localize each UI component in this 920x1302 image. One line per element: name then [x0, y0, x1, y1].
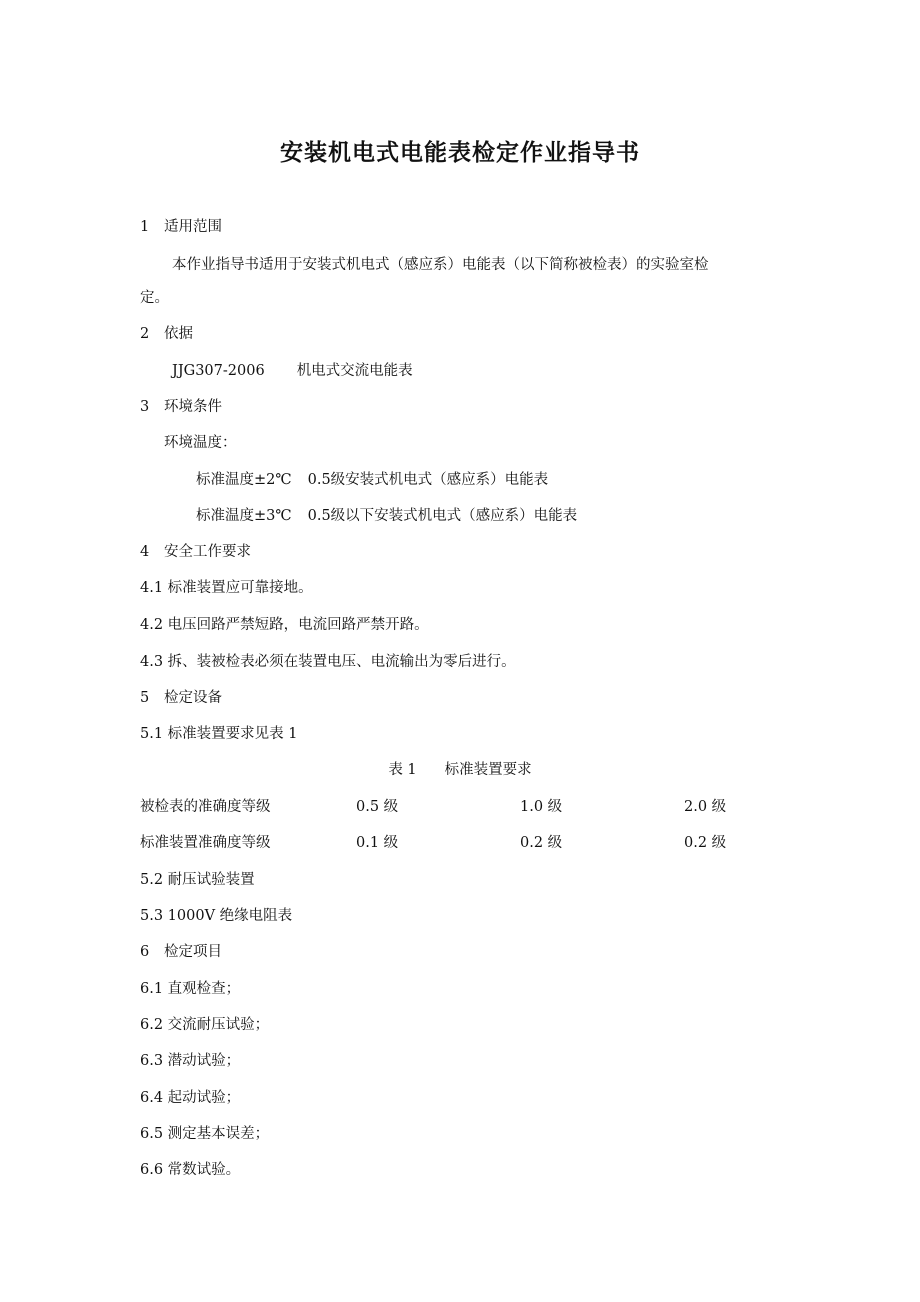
section-4-heading [140, 542, 251, 562]
table-cell: 1.0 级 [520, 799, 563, 815]
table-1-caption [0, 760, 920, 780]
section-5-number: 5 [140, 690, 150, 706]
temperature-condition-1-description: 0.5级安装式机电式（感应系）电能表 [307, 472, 549, 488]
section-6-heading [140, 942, 222, 962]
equipment-item: 5.1 标准装置要求见表 1 [140, 726, 298, 742]
section-3-title: 环境条件 [164, 399, 222, 415]
temperature-condition-2-description: 0.5级以下安装式机电式（感应系）电能表 [307, 508, 578, 524]
equipment-item: 5.3 1000V 绝缘电阻表 [140, 908, 293, 924]
verification-item: 6.2 交流耐压试验； [140, 1017, 270, 1033]
table-cell: 标准装置准确度等级 [140, 835, 271, 851]
table-cell: 被检表的准确度等级 [140, 799, 271, 815]
section-2-title: 依据 [164, 326, 193, 342]
section-4-number: 4 [140, 544, 150, 560]
table-1-number: 表 1 [388, 762, 417, 778]
standard-reference [172, 361, 413, 381]
environment-temperature-label: 环境温度： [164, 435, 237, 451]
table-cell: 0.2 级 [684, 835, 727, 851]
section-1-title: 适用范围 [164, 219, 222, 235]
section-5-title: 检定设备 [164, 690, 222, 706]
temperature-condition-1-range: 标准温度±2℃ [196, 472, 292, 488]
equipment-item: 5.2 耐压试验装置 [140, 872, 255, 888]
safety-requirement-item: 4.3 拆、装被检表必须在装置电压、电流输出为零后进行。 [140, 654, 516, 670]
standard-code: JJG307-2006 [172, 363, 265, 379]
table-cell: 2.0 级 [684, 799, 727, 815]
section-4-title: 安全工作要求 [164, 544, 251, 560]
verification-item: 6.5 测定基本误差； [140, 1126, 270, 1142]
table-cell: 0.5 级 [356, 799, 399, 815]
document-title: 安装机电式电能表检定作业指导书 [280, 140, 640, 166]
temperature-condition-2-range: 标准温度±3℃ [196, 508, 292, 524]
temperature-condition-2 [196, 506, 577, 526]
section-6-number: 6 [140, 944, 150, 960]
section-2-number: 2 [140, 326, 150, 342]
verification-item: 6.6 常数试验。 [140, 1162, 241, 1178]
verification-item: 6.1 直观检查； [140, 981, 241, 997]
section-2-heading [140, 324, 193, 344]
section-1-paragraph-line-1: 本作业指导书适用于安装式机电式（感应系）电能表（以下简称被检表）的实验室检 [172, 257, 709, 273]
section-1-paragraph-line-2: 定。 [140, 290, 169, 306]
safety-requirement-item: 4.1 标准装置应可靠接地。 [140, 580, 313, 596]
section-1-heading [140, 217, 222, 237]
verification-item: 6.3 潜动试验； [140, 1053, 241, 1069]
section-1-number: 1 [140, 219, 150, 235]
section-3-heading [140, 397, 222, 417]
section-5-heading [140, 688, 222, 708]
verification-item: 6.4 起动试验； [140, 1090, 241, 1106]
safety-requirement-item: 4.2 电压回路严禁短路，电流回路严禁开路。 [140, 617, 429, 633]
standard-name: 机电式交流电能表 [296, 363, 413, 379]
table-cell: 0.1 级 [356, 835, 399, 851]
temperature-condition-1 [196, 470, 548, 490]
table-cell: 0.2 级 [520, 835, 563, 851]
table-1-title: 标准装置要求 [444, 762, 532, 778]
section-6-title: 检定项目 [164, 944, 222, 960]
section-3-number: 3 [140, 399, 150, 415]
